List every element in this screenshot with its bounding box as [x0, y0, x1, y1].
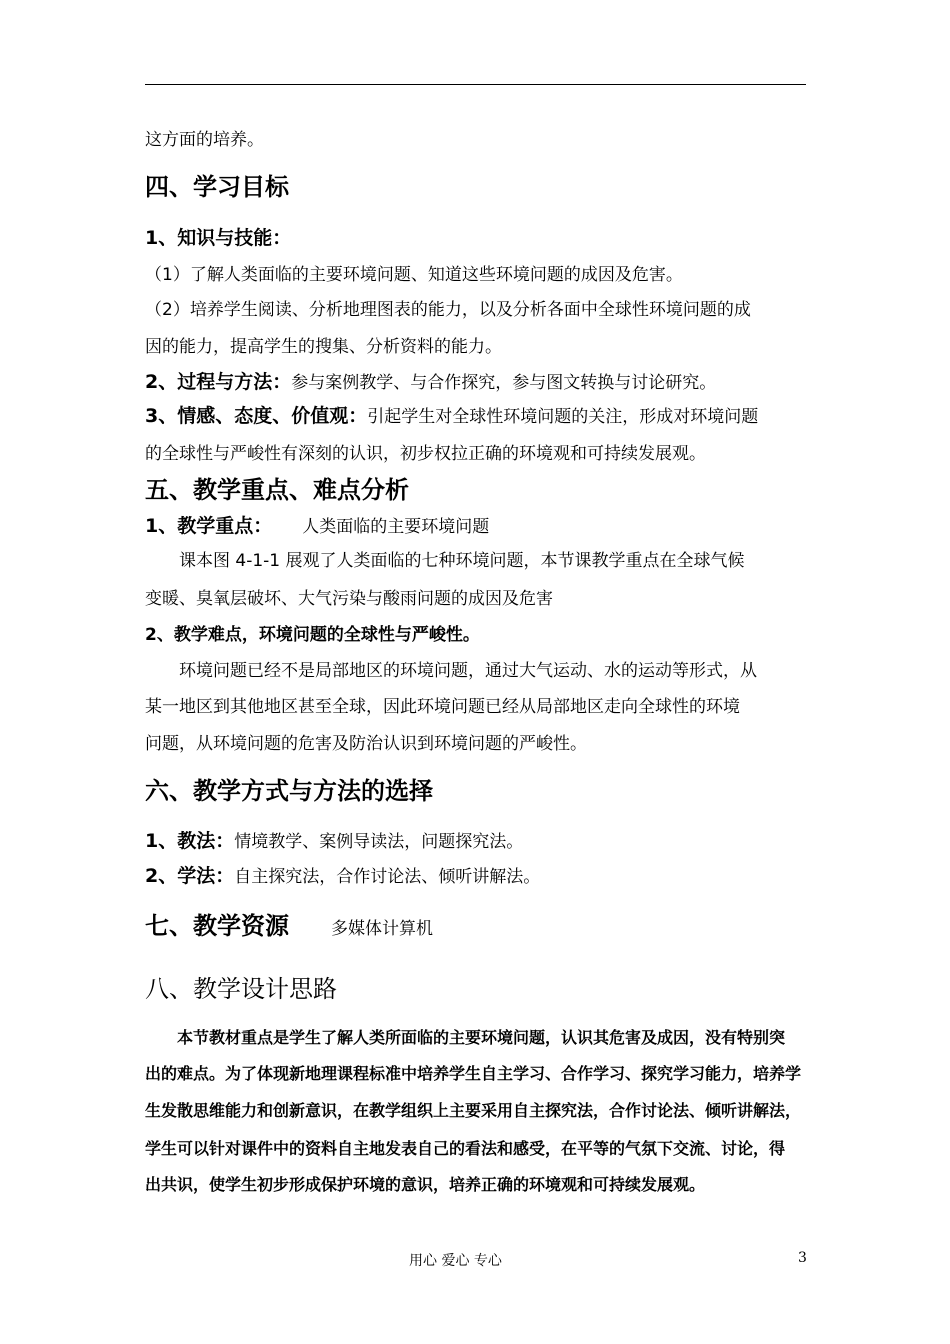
key-point-text: 人类面临的主要环境问题	[302, 517, 490, 537]
attitude-values-line	[145, 401, 815, 428]
text-line: （1）了解人类面临的主要环境问题、知道这些环境问题的成因及危害。	[145, 265, 683, 285]
key-point-line	[145, 511, 815, 538]
text-line: 某一地区到其他地区甚至全球，因此环境问题已经从局部地区走向全球性的环境	[145, 697, 740, 717]
teaching-method-line	[145, 826, 815, 853]
key-point-label: 1、教学重点：	[145, 515, 273, 537]
section-heading-7: 七、教学资源	[145, 912, 289, 940]
mixed-weight-line	[145, 1098, 815, 1121]
section-heading-6: 六、教学方式与方法的选择	[145, 777, 433, 805]
page-number: 3	[798, 1250, 807, 1266]
text-line: 的全球性与严峻性有深刻的认识，初步权拉正确的环境观和可持续发展观。	[145, 444, 706, 464]
text-line: 课本图 4-1-1 展观了人类面临的七种环境问题，本节课教学重点在全球气候	[179, 551, 745, 571]
text-line: 本节教材重点是学生了解人类所面临的主要环境问题，认识其危害及成因，没有特别突	[177, 1028, 786, 1047]
learning-method-text: 自主探究法，合作讨论法、倾听讲解法。	[234, 867, 541, 887]
text-line: 变暖、臭氧层破坏、大气污染与酸雨问题的成因及危害	[145, 589, 553, 609]
section-heading-4: 四、学习目标	[145, 173, 289, 201]
text-segment: 生发散思维能力和创新意识，在教学组织上主要采用	[145, 1101, 514, 1120]
teaching-resource-text: 多媒体计算机	[331, 919, 433, 939]
text-line: 因的能力，提高学生的搜集、分析资料的能力。	[145, 337, 502, 357]
attitude-values-text: 引起学生对全球性环境问题的关注，形成对环境问题	[367, 407, 759, 427]
section-heading-5: 五、教学重点、难点分析	[145, 476, 409, 504]
section-heading-8: 八、教学设计思路	[145, 975, 337, 1003]
learning-method-line	[145, 861, 815, 888]
teaching-method-label: 1、教法：	[145, 830, 235, 852]
text-line: （2）培养学生阅读、分析地理图表的能力，以及分析各面中全球性环境问题的成	[145, 300, 751, 320]
text-line: 环境问题已经不是局部地区的环境问题，通过大气运动、水的运动等形式，从	[179, 661, 757, 681]
section-heading-7-line	[145, 906, 815, 941]
text-line: 这方面的培养。	[145, 130, 264, 150]
footer-motto: 用心 爱心 专心	[409, 1253, 502, 1269]
emphasis-segment: 自主探究法，合作讨论法、倾听讲解法，	[513, 1101, 802, 1120]
process-method-text: 参与案例教学、与合作探究，参与图文转换与讨论研究。	[291, 373, 717, 393]
process-method-label: 2、过程与方法：	[145, 371, 292, 393]
text-line: 出共识，使学生初步形成保护环境的意识，培养正确的环境观和可持续发展观。	[145, 1175, 706, 1194]
text-line: 学生可以针对课件中的资料自主地发表自己的看法和感受，在平等的气氛下交流、讨论，得	[145, 1139, 786, 1158]
text-line: 问题，从环境问题的危害及防治认识到环境问题的严峻性。	[145, 734, 587, 754]
teaching-method-text: 情境教学、案例导读法，问题探究法。	[234, 832, 524, 852]
learning-method-label: 2、学法：	[145, 865, 235, 887]
text-line: 出的难点。为了体现新地理课程标准中培养学生自主学习、合作学习、探究学习能力，培养学	[145, 1064, 802, 1083]
subheading-knowledge-skills: 1、知识与技能：	[145, 227, 292, 249]
process-method-line	[145, 367, 815, 394]
attitude-values-label: 3、情感、态度、价值观：	[145, 405, 368, 427]
difficulty-heading: 2、教学难点，环境问题的全球性与严峻性。	[145, 625, 480, 645]
header-rule	[145, 84, 806, 85]
